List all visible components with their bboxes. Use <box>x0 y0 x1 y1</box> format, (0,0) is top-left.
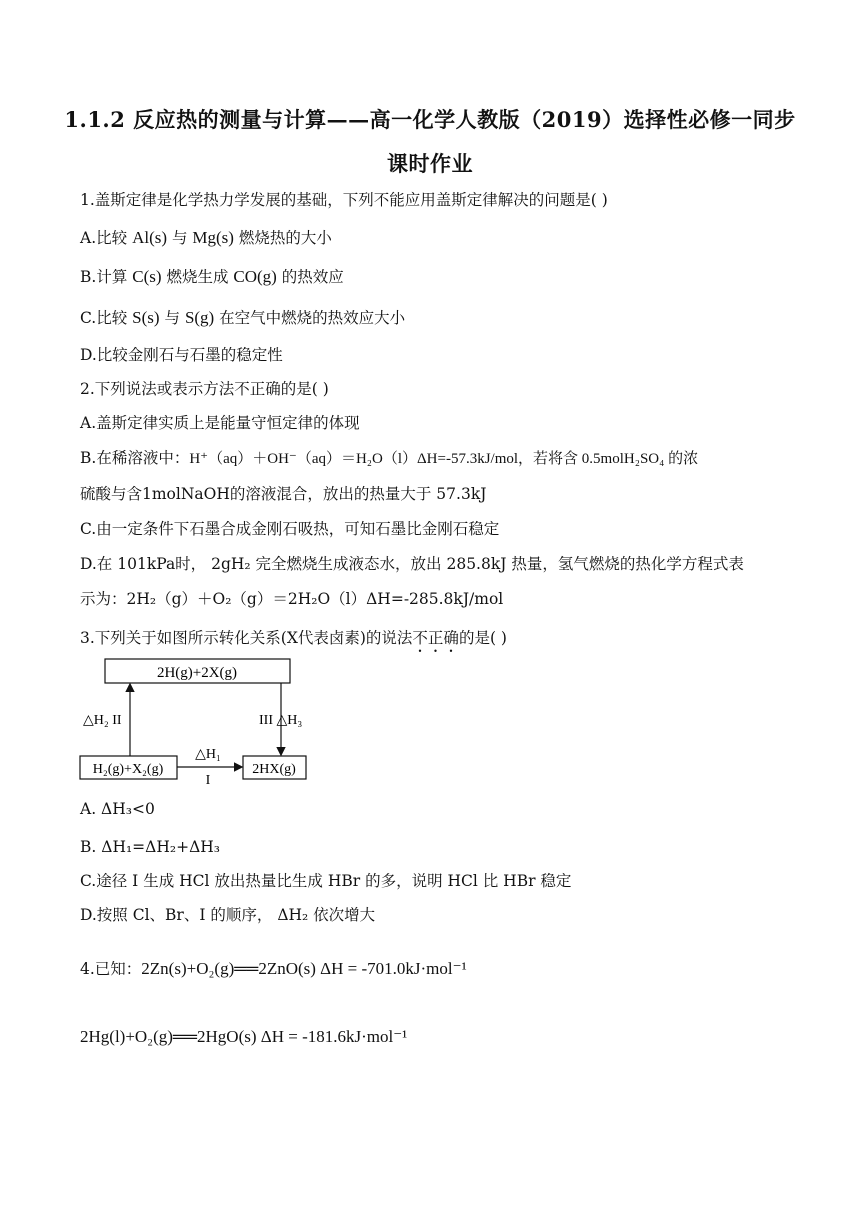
question-2-stem: 2.下列说法或表示方法不正确的是( ) <box>80 380 329 398</box>
q2-option-a: A.盖斯定律实质上是能量守恒定律的体现 <box>80 414 360 432</box>
left-box-label: H₂(g)+X₂(g) <box>92 762 164 777</box>
equation-2: 2Hg(l)+O₂(g)══2HgO(s) ΔH = -181.6kJ·mol⁻¹ <box>80 1027 408 1046</box>
q3-option-c: C.途径 I 生成 HCl 放出热量比生成 HBr 的多，说明 HCl 比 HBr 稳定 <box>80 872 572 890</box>
q3-option-d: D.按照 Cl、Br、I 的顺序， ΔH₂ 依次增大 <box>80 906 376 924</box>
page-title-line2: 课时作业 <box>387 151 473 176</box>
q3-option-b: B. ΔH₁=ΔH₂+ΔH₃ <box>80 838 220 856</box>
question-3-stem: 3.下列关于如图所示转化关系(X代表卤素)的说法不正确的是( ) <box>80 629 507 647</box>
question-4-stem: 4.已知：2Zn(s)+O₂(g)══2ZnO(s) ΔH = -701.0kJ·mol⁻¹ <box>80 959 467 978</box>
q1-option-a: A.比较 Al(s) 与 Mg(s) 燃烧热的大小 <box>80 228 332 247</box>
question-1-stem: 1.盖斯定律是化学热力学发展的基础，下列不能应用盖斯定律解决的问题是( ) <box>80 191 608 209</box>
label-dh1: △H₁ <box>195 747 221 762</box>
equation-1: 2Zn(s)+O₂(g)══2ZnO(s) ΔH = -701.0kJ·mol⁻¹ <box>141 959 467 978</box>
label-dh2-ii: △H₂ II <box>83 713 122 728</box>
page-title: 1.1.2 反应热的测量与计算——高一化学人教版（2019）选择性必修一同步 <box>64 107 796 132</box>
q1-option-c: C.比较 S(s) 与 S(g) 在空气中燃烧的热效应大小 <box>80 308 406 327</box>
q1-option-b: B.计算 C(s) 燃烧生成 CO(g) 的热效应 <box>80 267 344 286</box>
top-box-label: 2H(g)+2X(g) <box>156 665 238 681</box>
q2-option-d-line2: 示为：2H₂（g）＋O₂（g）＝2H₂O（l）ΔH=-285.8kJ/mol <box>80 590 504 608</box>
q2-option-c: C.由一定条件下石墨合成金刚石吸热，可知石墨比金刚石稳定 <box>80 520 500 538</box>
energy-cycle-diagram <box>78 656 328 786</box>
emphasized-text: 不正确 <box>412 629 459 647</box>
right-box-label: 2HX(g) <box>252 762 296 777</box>
q1-option-d: D.比较金刚石与石墨的稳定性 <box>80 346 283 364</box>
q2-option-b-line2: 硫酸与含1molNaOH的溶液混合，放出的热量大于 57.3kJ <box>80 485 487 503</box>
q3-option-a: A. ΔH₃<0 <box>80 800 155 818</box>
label-iii-dh3: III △H₃ <box>259 713 303 728</box>
q2-option-d-line1: D.在 101kPa时， 2gH₂ 完全燃烧生成液态水，放出 285.8kJ 热量，氢气燃烧的热化学方程式表 <box>80 555 744 573</box>
q2-option-b-line1: B.在稀溶液中：H⁺（aq）＋OH⁻（aq）＝H₂O（l）ΔH=-57.3kJ/mol，若将含 0.5molH₂SO₄ 的浓 <box>80 449 699 467</box>
label-i: I <box>205 773 211 786</box>
